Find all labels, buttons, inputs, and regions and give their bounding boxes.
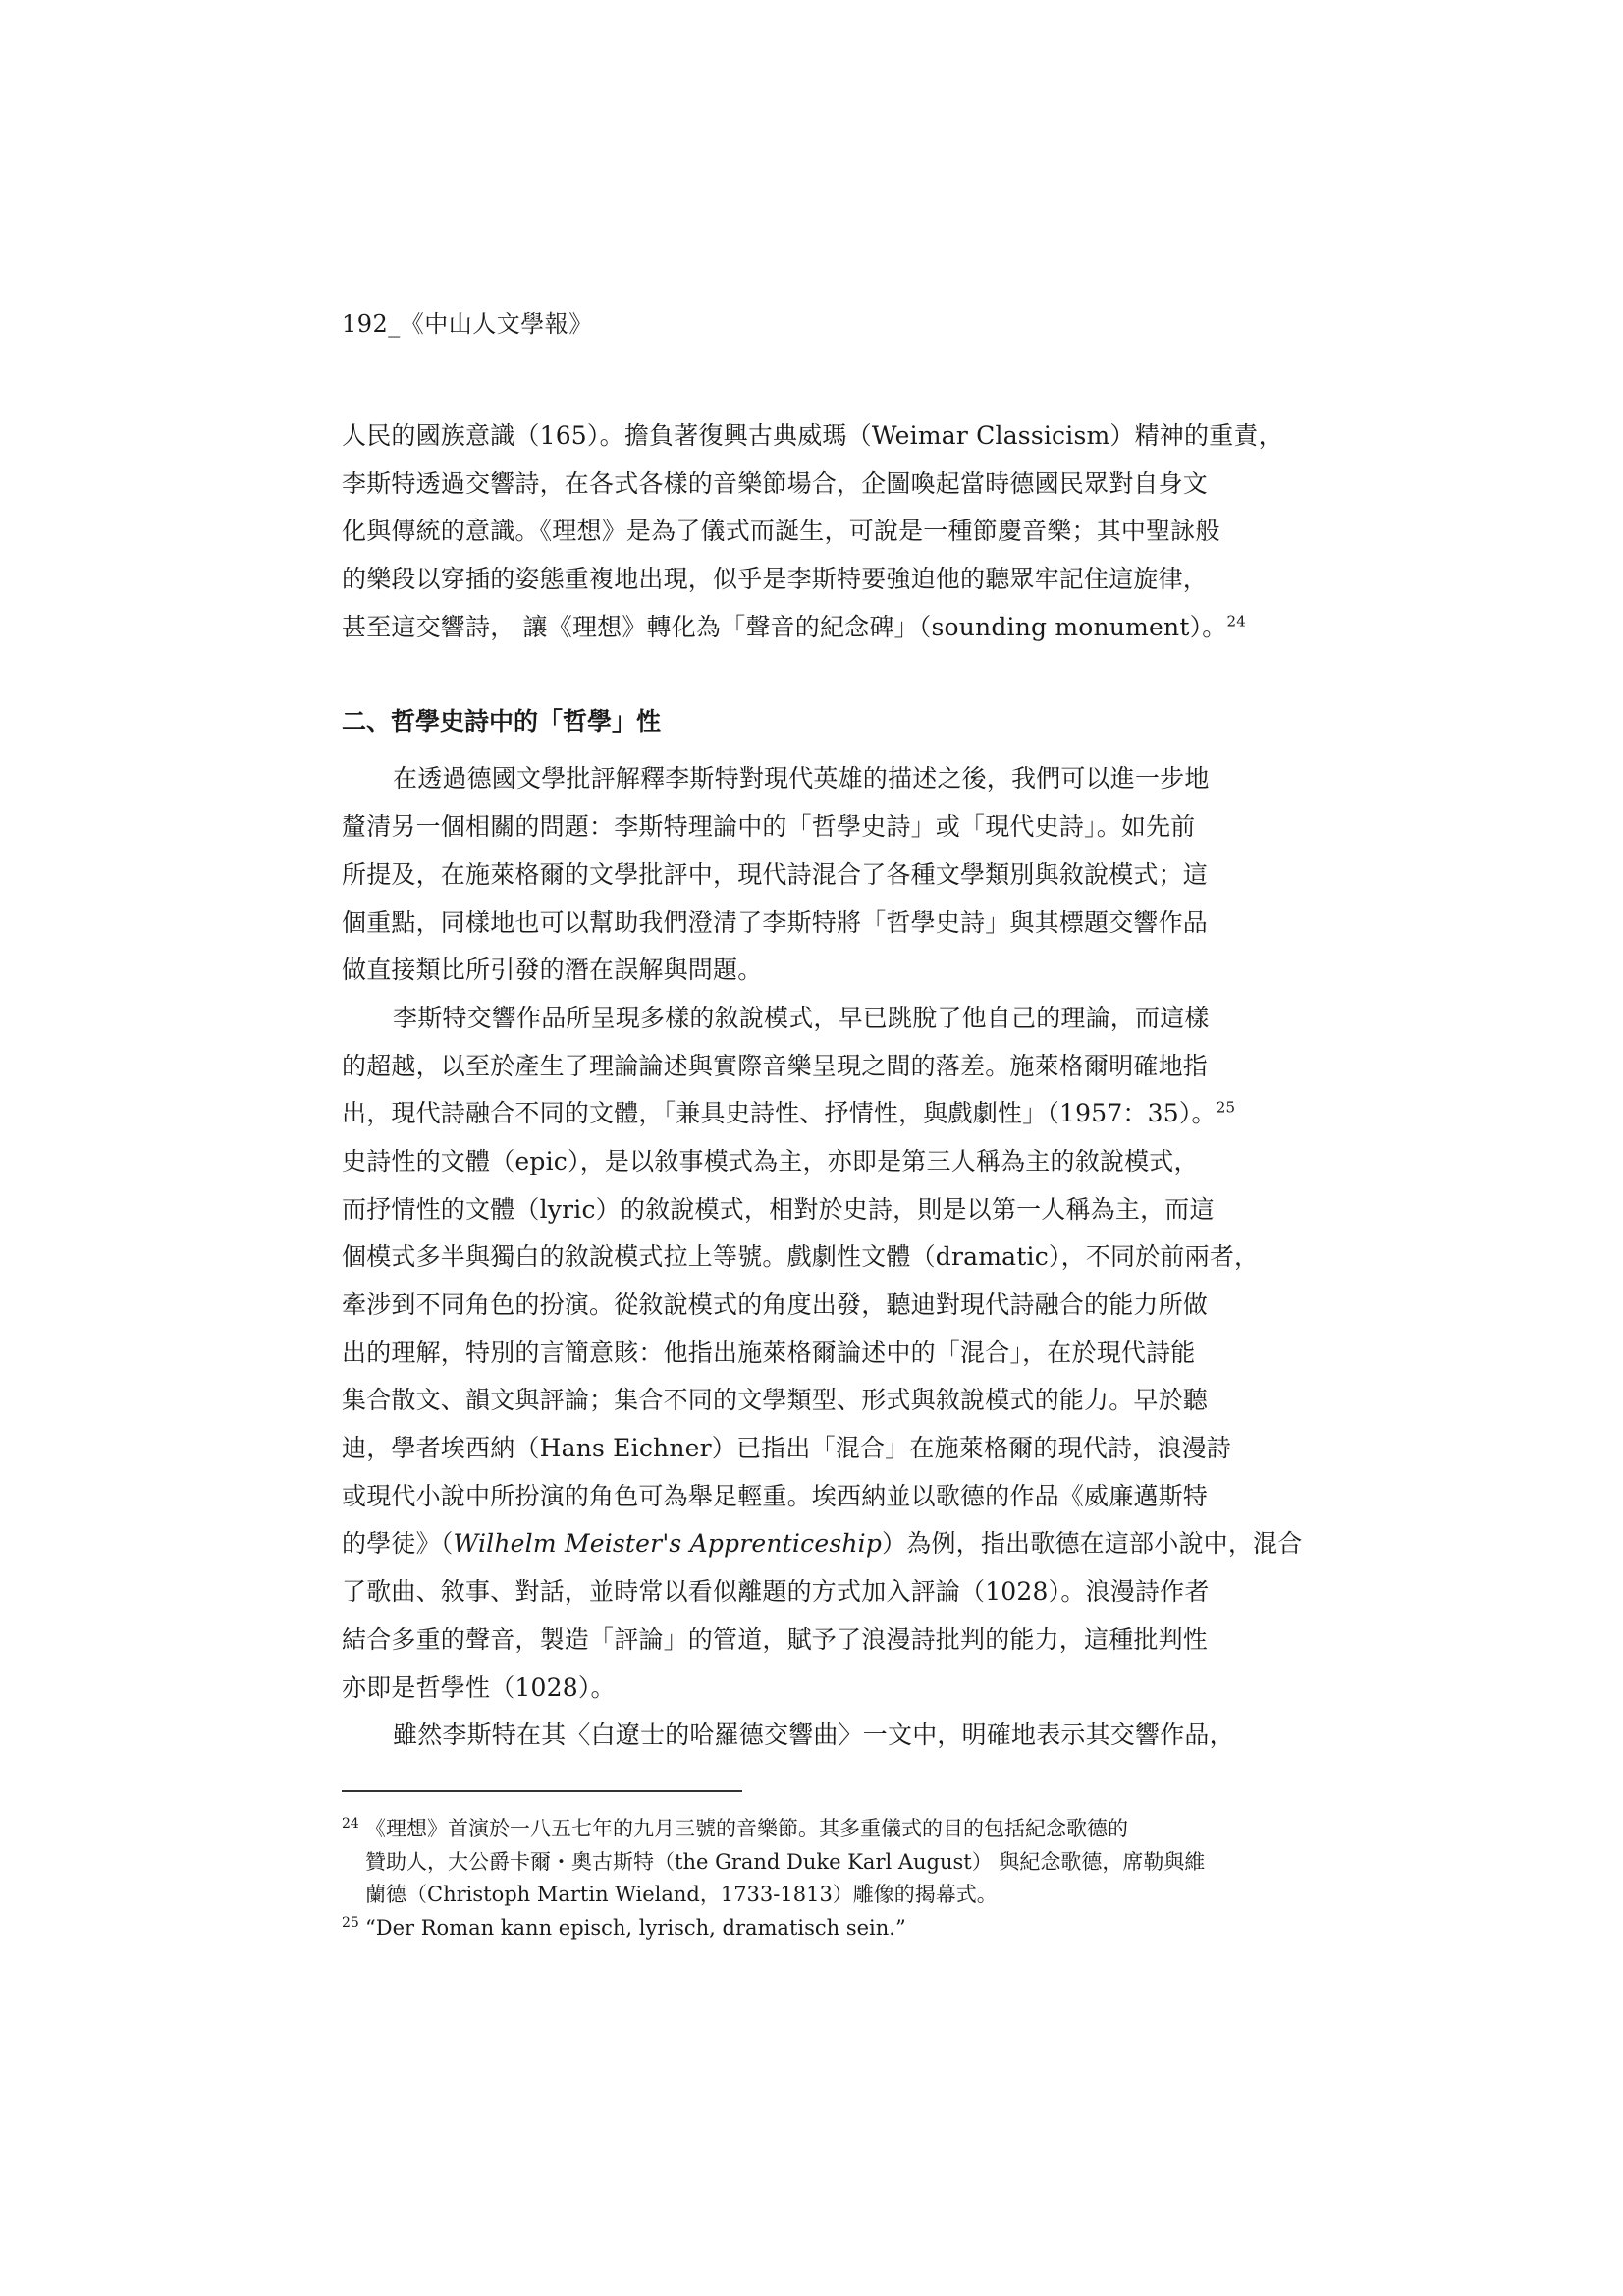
section-spacer xyxy=(342,651,1294,692)
text-line: 史詩性的文體（epic），是以敘事模式為主，亦即是第三人稱為主的敘說模式， xyxy=(342,1146,1199,1175)
footnote-ref-24[interactable]: 24 xyxy=(1226,612,1246,630)
footnote-24 xyxy=(342,1813,1294,1912)
paragraph-2 xyxy=(342,755,1294,994)
text-line xyxy=(342,1090,1294,1138)
section-heading: 二、哲學史詩中的「哲學」性 xyxy=(342,707,662,737)
text-line: 了歌曲、敘事、對話，並時常以看似離題的方式加入評論（1028）。浪漫詩作者 xyxy=(342,1577,1210,1607)
text-line: 雖然李斯特在其〈白遼士的哈羅德交響曲〉一文中，明確地表示其交響作品， xyxy=(393,1721,1234,1750)
footnote-text: “Der Roman kann episch, lyrisch, dramatisch sein.” xyxy=(365,1915,906,1940)
footnote-line: 蘭德（Christoph Martin Wieland，1733-1813）雕像的揭幕式。 xyxy=(365,1883,998,1906)
book-title-italic: Wilhelm Meister's Apprenticeship xyxy=(453,1529,883,1558)
body-text xyxy=(342,412,1303,1760)
text-line: 的樂段以穿插的姿態重複地出現，似乎是李斯特要強迫他的聽眾牢記住這旋律， xyxy=(342,565,1209,594)
footnote-text: 《理想》首演於一八五七年的九月三號的音樂節。其多重儀式的目的包括紀念歌德的 xyxy=(365,1817,1128,1840)
text-line: 李斯特交響作品所呈現多樣的敘說模式，早已跳脫了他自己的理論，而這樣 xyxy=(393,1003,1210,1032)
text-line: 做直接類比所引發的潛在誤解與問題。 xyxy=(342,956,763,985)
text-line xyxy=(342,1520,1303,1568)
text-segment: 甚至這交響詩， 讓《理想》轉化為「聲音的紀念碑」（sounding monument）。 xyxy=(342,612,1227,641)
text-line: 結合多重的聲音，製造「評論」的管道，賦予了浪漫詩批判的能力，這種批判性 xyxy=(342,1624,1209,1654)
text-line: 集合散文、韻文與評論；集合不同的文學類型、形式與敘說模式的能力。早於聽 xyxy=(342,1386,1209,1415)
paragraph-4 xyxy=(342,1712,1294,1760)
running-header: 192_《中山人文學報》 xyxy=(342,310,593,338)
text-line: 亦即是哲學性（1028）。 xyxy=(342,1672,616,1702)
text-line: 釐清另一個相關的問題：李斯特理論中的「哲學史詩」或「現代史詩」。如先前 xyxy=(342,812,1196,842)
text-line: 李斯特透過交響詩，在各式各樣的音樂節場合，企圖喚起當時德國民眾對自身文 xyxy=(342,468,1209,498)
text-line: 而抒情性的文體（lyric）的敘說模式，相對於史詩，則是以第一人稱為主，而這 xyxy=(342,1194,1215,1224)
footnote-ref-25[interactable]: 25 xyxy=(1216,1098,1236,1117)
footnote-divider xyxy=(342,1790,742,1792)
text-line: 或現代小說中所扮演的角色可為舉足輕重。埃西納並以歌德的作品《威廉邁斯特 xyxy=(342,1481,1209,1510)
footnote-number: 24 xyxy=(342,1816,359,1831)
text-line: 牽涉到不同角色的扮演。從敘說模式的角度出發，聽迪對現代詩融合的能力所做 xyxy=(342,1290,1209,1319)
text-segment: 出，現代詩融合不同的文體，「兼具史詩性、抒情性，與戲劇性」（1957：35）。 xyxy=(342,1099,1217,1128)
text-line: 出的理解，特別的言簡意賅：他指出施萊格爾論述中的「混合」，在於現代詩能 xyxy=(342,1338,1196,1367)
text-line: 在透過德國文學批評解釋李斯特對現代英雄的描述之後，我們可以進一步地 xyxy=(393,764,1210,793)
text-line: 個模式多半與獨白的敘說模式拉上等號。戲劇性文體（dramatic），不同於前兩者， xyxy=(342,1242,1260,1272)
text-line: 所提及，在施萊格爾的文學批評中，現代詩混合了各種文學類別與敘說模式；這 xyxy=(342,859,1209,889)
footnote-25 xyxy=(342,1912,1294,1945)
text-segment: ）為例，指出歌德在這部小說中，混合 xyxy=(882,1529,1303,1558)
footnotes xyxy=(342,1813,1294,1944)
text-line: 人民的國族意識（165）。擔負著復興古典威瑪（Weimar Classicism）精神的重責， xyxy=(342,421,1283,450)
paragraph-3 xyxy=(342,995,1303,1712)
footnote-line xyxy=(342,1813,1294,1846)
footnote-line: 贊助人，大公爵卡爾・奧古斯特（the Grand Duke Karl August） 與紀念歌德，席勒與維 xyxy=(365,1849,1206,1874)
text-line: 的超越，以至於產生了理論論述與實際音樂呈現之間的落差。施萊格爾明確地指 xyxy=(342,1051,1209,1080)
text-segment: 的學徒》（ xyxy=(342,1529,454,1558)
footnote-line xyxy=(342,1912,1294,1945)
text-line: 化與傳統的意識。《理想》是為了儀式而誕生，可說是一種節慶音樂；其中聖詠般 xyxy=(342,517,1220,546)
text-line: 個重點，同樣地也可以幫助我們澄清了李斯特將「哲學史詩」與其標題交響作品 xyxy=(342,907,1209,937)
paragraph-1 xyxy=(342,412,1294,651)
text-line xyxy=(342,604,1294,652)
footnote-number: 25 xyxy=(342,1914,359,1931)
text-line: 迪，學者埃西納（Hans Eichner）已指出「混合」在施萊格爾的現代詩，浪漫詩 xyxy=(342,1434,1231,1463)
